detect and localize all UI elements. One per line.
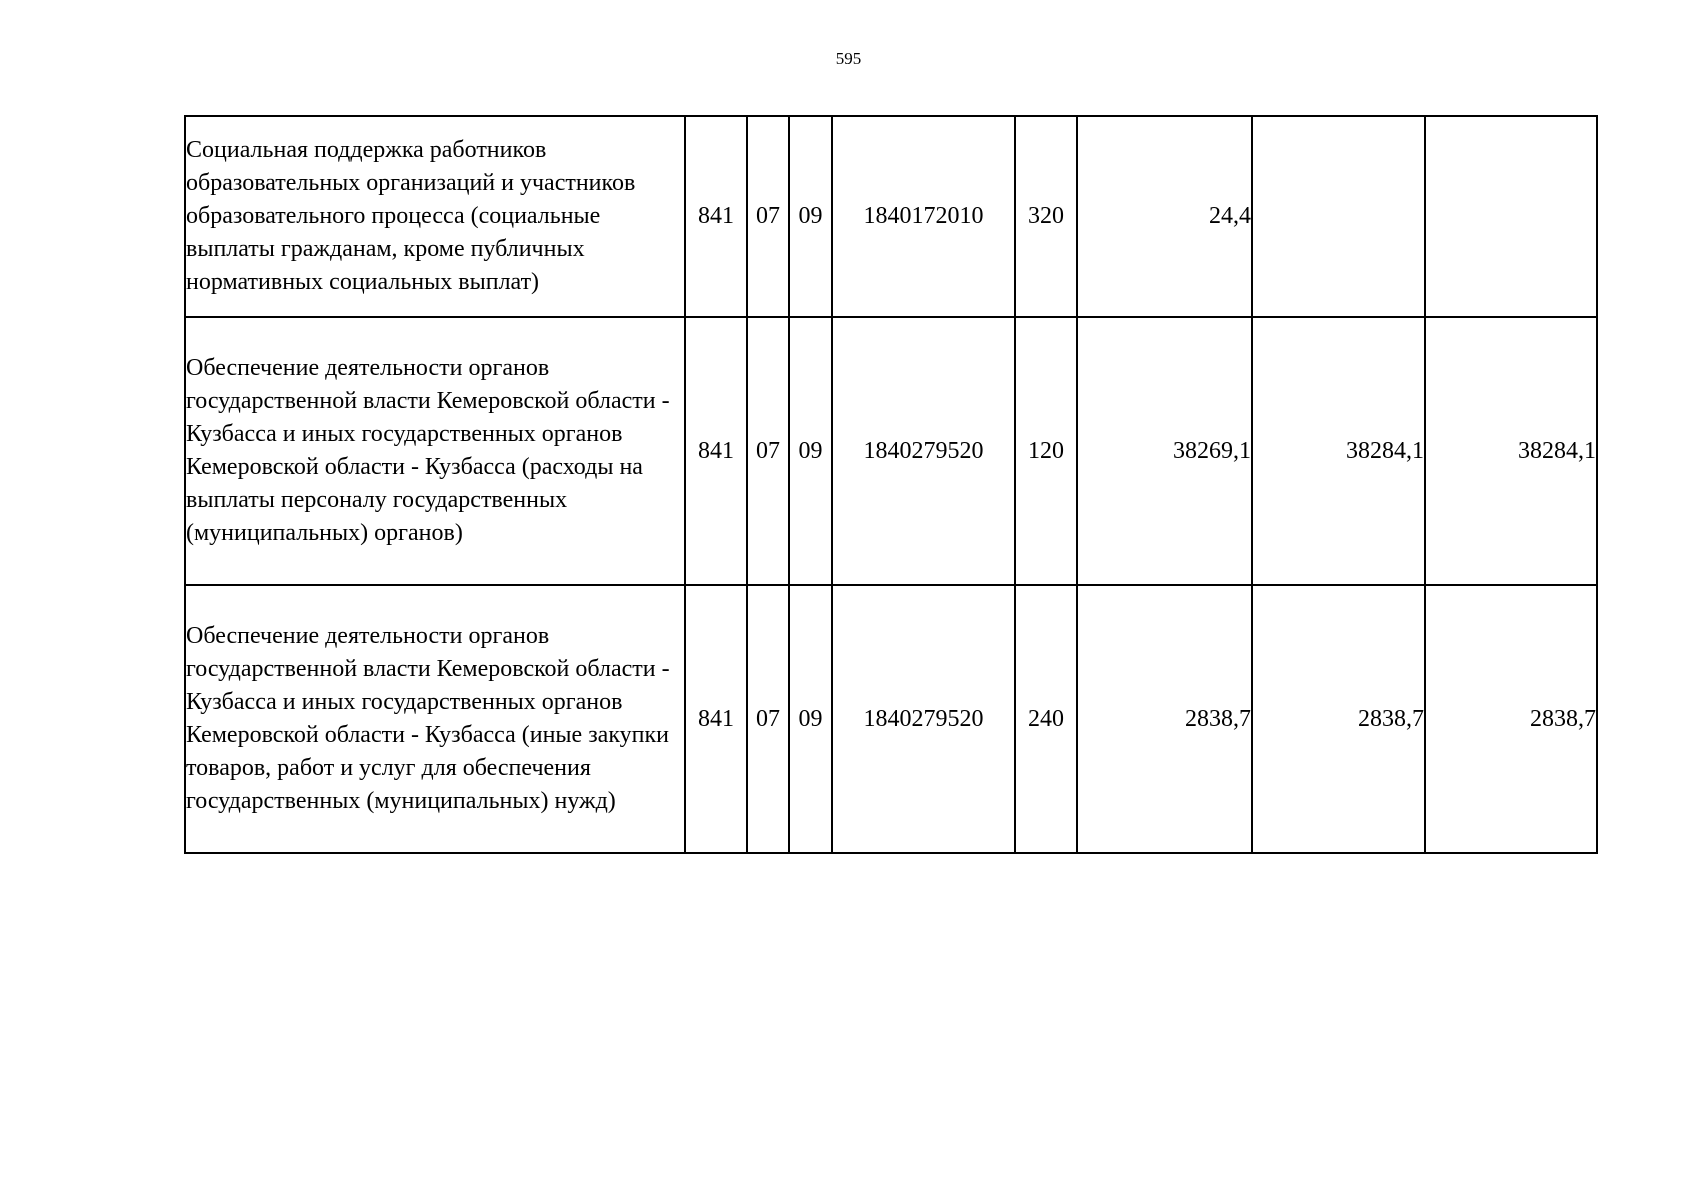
amount-3 <box>1425 116 1597 317</box>
amount-3: 38284,1 <box>1425 317 1597 585</box>
target-article-code: 1840279520 <box>832 585 1015 853</box>
amount-2: 2838,7 <box>1252 585 1425 853</box>
ministry-code: 841 <box>685 317 747 585</box>
amount-1: 38269,1 <box>1077 317 1252 585</box>
amount-3: 2838,7 <box>1425 585 1597 853</box>
expense-type-code: 120 <box>1015 317 1077 585</box>
target-article-code: 1840172010 <box>832 116 1015 317</box>
subsection-code: 09 <box>789 585 832 853</box>
budget-table <box>184 115 1598 854</box>
table-row <box>185 317 1597 585</box>
subsection-code: 09 <box>789 317 832 585</box>
amount-1: 24,4 <box>1077 116 1252 317</box>
table-row <box>185 116 1597 317</box>
section-code: 07 <box>747 317 789 585</box>
amount-1: 2838,7 <box>1077 585 1252 853</box>
expense-type-code: 320 <box>1015 116 1077 317</box>
table-row <box>185 585 1597 853</box>
amount-2 <box>1252 116 1425 317</box>
section-code: 07 <box>747 585 789 853</box>
section-code: 07 <box>747 116 789 317</box>
row-description: Обеспечение деятельности органов государственной власти Кемеровской области - Кузбасса и иных государственных органов Кемеровской области - Кузбасса (расходы на выплаты персоналу государственных (муниципальных) органов) <box>185 317 685 585</box>
subsection-code: 09 <box>789 116 832 317</box>
row-description: Обеспечение деятельности органов государственной власти Кемеровской области - Кузбасса и иных государственных органов Кемеровской области - Кузбасса (иные закупки товаров, работ и услуг для обеспечения государственных (муниципальных) нужд) <box>185 585 685 853</box>
target-article-code: 1840279520 <box>832 317 1015 585</box>
row-description: Социальная поддержка работников образовательных организаций и участников образовательного процесса (социальные выплаты гражданам, кроме публичных нормативных социальных выплат) <box>185 116 685 317</box>
amount-2: 38284,1 <box>1252 317 1425 585</box>
ministry-code: 841 <box>685 585 747 853</box>
ministry-code: 841 <box>685 116 747 317</box>
page-number: 595 <box>835 49 862 68</box>
expense-type-code: 240 <box>1015 585 1077 853</box>
